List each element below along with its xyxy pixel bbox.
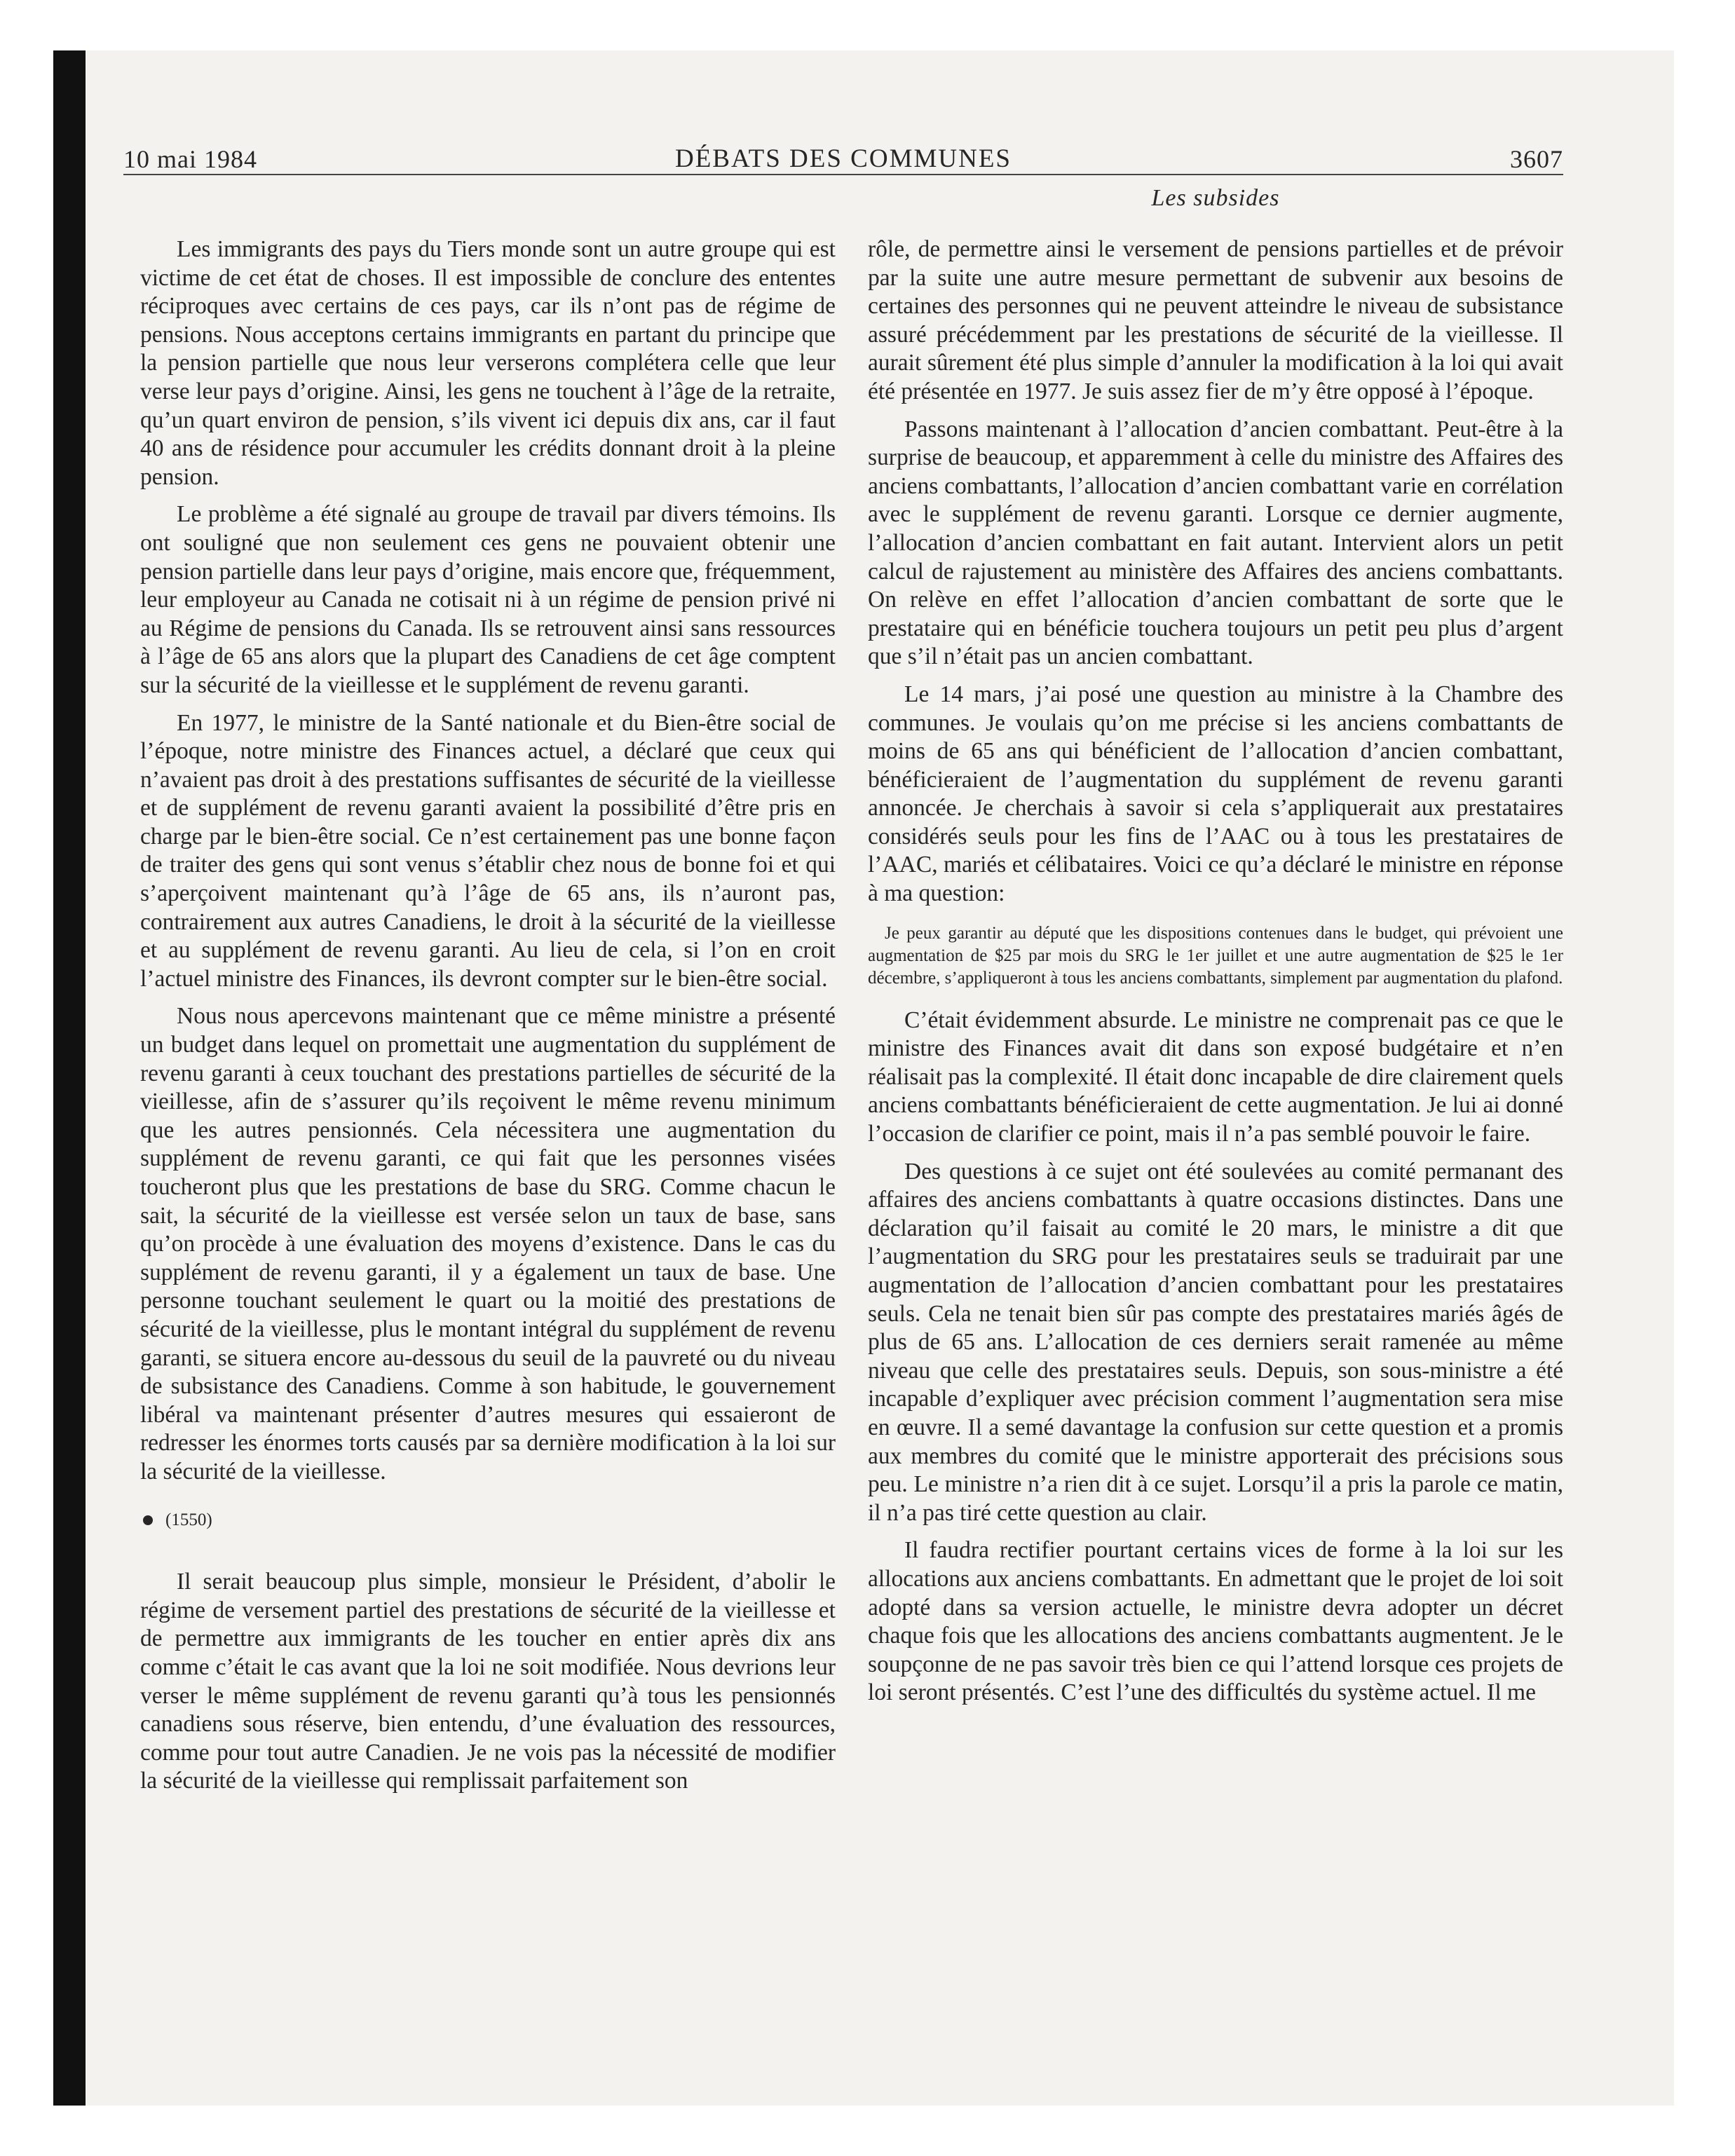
header-rule (123, 174, 1563, 175)
left-column (140, 236, 836, 1988)
paragraph: Passons maintenant à l’allocation d’ancien combattant. Peut-être à la surprise de beaucoup, et apparemment à celle du ministre des Affaires des anciens combattants, l’allocation d’ancien combattant varie en corrélation avec le supplément de revenu garanti. Lorsque ce dernier augmente, l’allocation d’ancien combattant en fait autant. Intervient alors un petit calcul de rajustement au ministère des Affaires des anciens combattants. On relève en effet l’allocation d’ancien combattant de sorte que le prestataire qui en bénéficie touchera toujours un petit peu plus d’argent que s’il n’était pas un ancien combattant. (868, 416, 1563, 670)
header-page-number: 3607 (1510, 145, 1563, 173)
page-header (123, 137, 1563, 177)
paragraph: En 1977, le ministre de la Santé nationale et du Bien-être social de l’époque, notre ministre des Finances actuel, a déclaré que ceux qui n’avaient pas droit à des prestations suffisantes de sécurité de la vieillesse et de supplément de revenu garanti avaient la possibilité d’être pris en charge par le bien-être social. Ce n’est certainement pas une bonne façon de traiter des gens qui sont venus s’établir chez nous de bonne foi et qui s’aperçoivent maintenant qu’à l’âge de 65 ans, ils n’auront pas, contrairement aux autres Canadiens, le droit à la sécurité de la vieillesse et au supplément de revenu garanti. Au lieu de cela, si l’on en croit l’actuel ministre des Finances, ils devront compter sur le bien-être social. (140, 709, 836, 992)
scan-edge (53, 50, 86, 2106)
header-date: 10 mai 1984 (123, 145, 257, 173)
running-head: Les subsides (1151, 185, 1280, 211)
block-quote: Je peux garantir au député que les dispositions contenues dans le budget, qui prévoient une augmentation de $25 par mois du SRG le 1er juillet et une autre augmentation de $25 le 1er décembre, s’appliqueront à tous les anciens combattants, simplement par augmentation du plafond. (868, 923, 1563, 988)
paragraph: C’était évidemment absurde. Le ministre ne comprenait pas ce que le ministre des Finances avait dit dans son exposé budgétaire et n’en réalisait pas la complexité. Il était donc incapable de dire clairement quels anciens combattants bénéficieraient de cette augmentation. Je lui ai donné l’occasion de clarifier ce point, mais il n’a pas semblé pouvoir le faire. (868, 1007, 1563, 1147)
paragraph: Il faudra rectifier pourtant certains vices de forme à la loi sur les allocations aux anciens combattants. En admettant que le projet de loi soit adopté dans sa version actuelle, le ministre devra adopter un décret chaque fois que les allocations des anciens combattants augmentent. Je le soupçonne de ne pas savoir très bien ce qui l’attend lorsque ces projets de loi seront présentés. C’est l’une des difficultés du système actuel. Il me (868, 1537, 1563, 1706)
paragraph: Nous nous apercevons maintenant que ce même ministre a présenté un budget dans lequel on promettait une augmentation du supplément de revenu garanti à ceux touchant des prestations partielles de sécurité de la vieillesse, afin de s’assurer qu’ils reçoivent le même revenu minimum que les autres pensionnés. Cela nécessitera une augmentation du supplément de revenu garanti, ce qui fait que les personnes visées toucheront plus que les prestations de base du SRG. Comme chacun le sait, la sécurité de la vieillesse est versée selon un taux de base, sans qu’on procède à une évaluation des moyens d’existence. Dans le cas du supplément de revenu garanti, il y a également un taux de base. Une personne touchant seulement le quart ou la moitié des prestations de sécurité de la vieillesse, plus le montant intégral du supplément de revenu garanti, se situera encore au-dessous du seuil de la pauvreté ou du niveau de subsistance des Canadiens. Comme à son habitude, le gouvernement libéral va maintenant présenter d’autres mesures qui essaieront de redresser les énormes torts causés par sa dernière modification à la loi sur la sécurité de la vieillesse. (140, 1003, 836, 1485)
right-column (868, 236, 1563, 1988)
paragraph: Le problème a été signalé au groupe de travail par divers témoins. Ils ont souligné que non seulement ces gens ne pouvaient obtenir une pension partielle dans leur pays d’origine, mais encore que, fréquemment, leur employeur au Canada ne cotisait ni à un régime de pension privé ni au Régime de pensions du Canada. Ils se retrouvent ainsi sans ressources à l’âge de 65 ans alors que la plupart des Canadiens de cet âge comptent sur la sécurité de la vieillesse et le supplément de revenu garanti. (140, 501, 836, 698)
bullet-icon (143, 1515, 153, 1525)
time-marker (140, 1506, 836, 1535)
paragraph: rôle, de permettre ainsi le versement de pensions partielles et de prévoir par la suite une autre mesure permettant de subvenir aux besoins de certaines des personnes qui ne peuvent atteindre le niveau de subsistance assuré précédemment par les prestations de sécurité de la vieillesse. Il aurait sûrement été plus simple d’annuler la modification à la loi qui avait été présentée en 1977. Je suis assez fier de m’y être opposé à l’époque. (868, 236, 1563, 404)
paragraph: Les immigrants des pays du Tiers monde sont un autre groupe qui est victime de cet état de choses. Il est impossible de conclure des ententes réciproques avec certains de ces pays, car ils n’ont pas de régime de pensions. Nous acceptons certains immigrants en partant du principe que la pension partielle que nous leur verserons complétera celle que leur verse leur pays d’origine. Ainsi, les gens ne touchent à l’âge de la retraite, qu’un quart environ de pension, s’ils vivent ici depuis dix ans, car il faut 40 ans de résidence pour accumuler les crédits donnant droit à la pleine pension. (140, 236, 836, 490)
paragraph: Des questions à ce sujet ont été soulevées au comité permanant des affaires des anciens combattants à quatre occasions distinctes. Dans une déclaration qu’il faisait au comité le 20 mars, le ministre a dit que l’augmentation du SRG pour les prestataires seuls se traduirait par une augmentation de l’allocation d’ancien combattant pour les prestataires seuls. Cela ne tenait bien sûr pas compte des prestataires mariés âgés de plus de 65 ans. L’allocation de ces derniers serait ramenée au même niveau que celle des prestataires seuls. Depuis, son sous-ministre a été incapable d’expliquer avec précision comment l’augmentation sera mise en œuvre. Il a semé davantage la confusion sur cette question et a promis aux membres du comité que le ministre apporterait des précisions sous peu. Le ministre n’a rien dit à ce sujet. Lorsqu’il a pris la parole ce matin, il n’a pas tiré cette question au clair. (868, 1158, 1563, 1526)
paragraph: Il serait beaucoup plus simple, monsieur le Président, d’abolir le régime de versement partiel des prestations de sécurité de la vieillesse et de permettre aux immigrants de les toucher en entier après dix ans comme c’était le cas avant que la loi ne soit modifiée. Nous devrions leur verser le même supplément de revenu garanti qu’à tous les pensionnés canadiens sous réserve, bien entendu, d’une évaluation des ressources, comme pour tout autre Canadien. Je ne vois pas la nécessité de modifier la sécurité de la vieillesse qui remplissait parfaitement son (140, 1569, 836, 1794)
time-marker-label: (1550) (165, 1510, 212, 1529)
header-title: DÉBATS DES COMMUNES (674, 144, 1012, 173)
paragraph: Le 14 mars, j’ai posé une question au ministre à la Chambre des communes. Je voulais qu’on me précise si les anciens combattants de moins de 65 ans qui bénéficient de l’allocation d’ancien combattant, bénéficieraient de l’augmentation du supplément de revenu garanti annoncée. Je cherchais à savoir si cela s’appliquerait aux prestataires considérés seuls pour les fins de l’AAC ou à tous les prestataires de l’AAC, mariés et célibataires. Voici ce qu’a déclaré le ministre en réponse à ma question: (868, 681, 1563, 907)
